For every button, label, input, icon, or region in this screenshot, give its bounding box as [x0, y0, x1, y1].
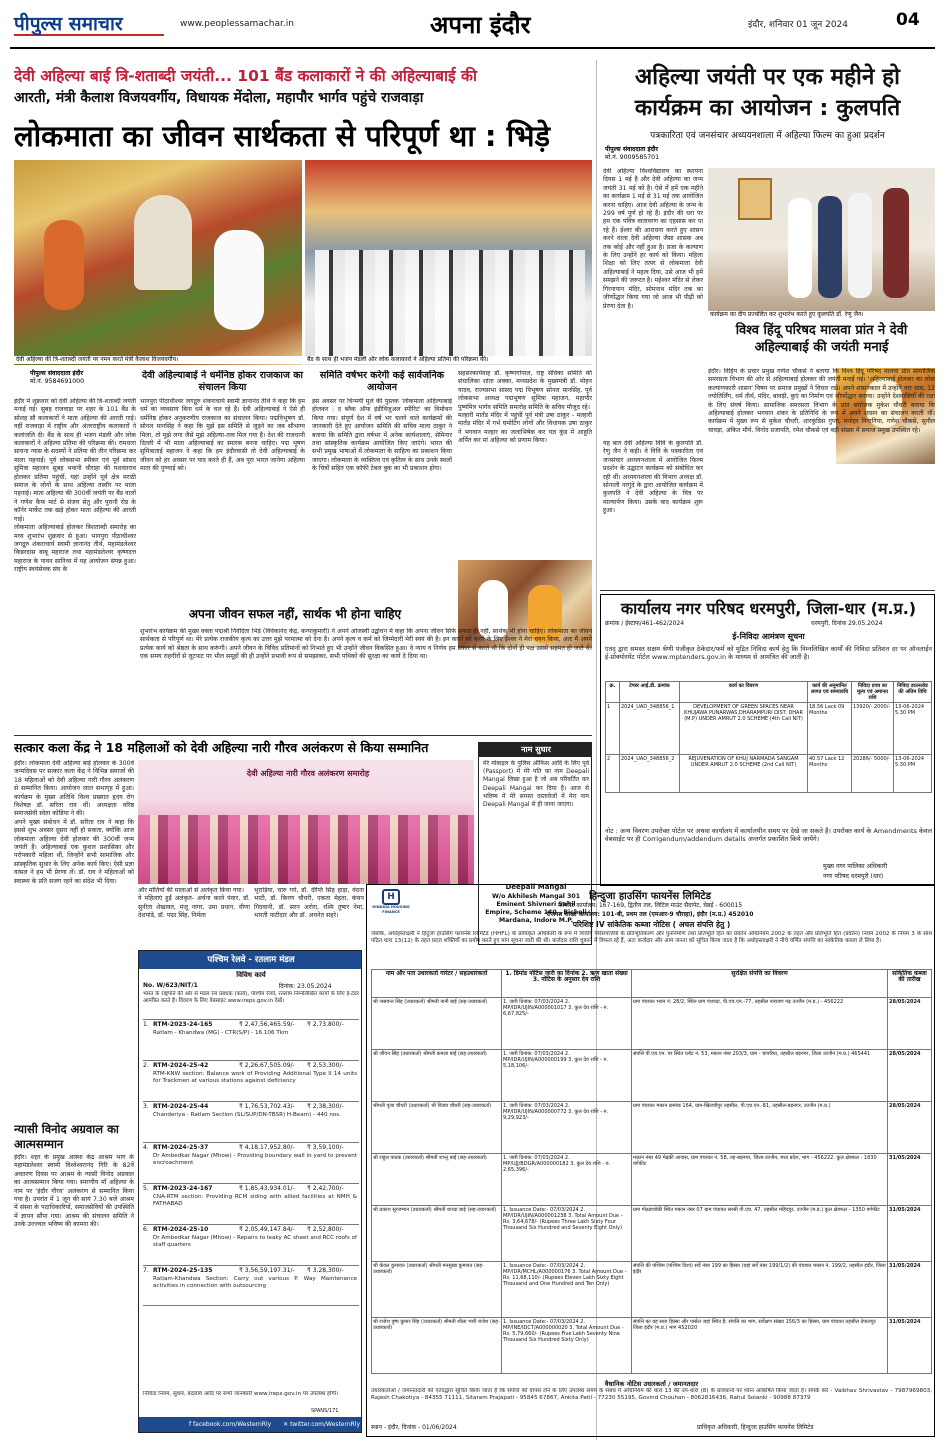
railway-desc: RTM-KNW section: Balance work of Providing Additional Type II 14 units for Trackmen at various stations against deficiency — [153, 1071, 357, 1084]
table-row: 5. RTM-2023-24-167 ₹ 1,85,43,934.01/- ₹ 2,42,700/- CNA-RTM section: Providing RCM siding with allied facilities at NMH & FATHABAD — [143, 1183, 359, 1224]
hinduja-brand: HINDUJA HOUSING FINANCE — [372, 905, 410, 914]
byline-mobile: मो.नं. 9584691000 — [30, 378, 85, 385]
tender-col-last: निविदा डाउनलोड की अंतिम तिथि — [894, 682, 932, 703]
tender-table — [605, 681, 932, 793]
hinduja-loan: 1. Issuance Date:- 07/03/2024 2. MP/IDR/UJIN/A000001238 3. Total Amount Due - Rs. 3,64,678/- (Rupees Three Lakh Sixty Four Thousand Six Hundred and Seventy Eight Only) — [502, 1206, 632, 1262]
tender-notice-title: ई-निविदा आमंत्रण सूचना — [732, 632, 805, 641]
hinduja-date: 31/05/2024 — [888, 1262, 932, 1318]
correction-address: W/o Akhilesh Mangal 301 Eminent Shivneri Sahil Empire, Scheme 140 , Bicholi Mardana, Indore M.P. — [485, 893, 587, 924]
tender-last: 13-06-2024 5.30 PM — [894, 703, 932, 755]
hinduja-logo-icon: H — [382, 889, 400, 905]
hinduja-notice-title: परिशिष्ट IV सांकेतिक कब्जा नोटिस ( अचल संपत्ति हेतु ) — [572, 920, 731, 929]
table-row: 3. RTM-2024-25-44 ₹ 1,76,53,702.43/- ₹ 2,38,300/- Chanderiya - Ratlam Section (SL/SUP/DN-TBSR) H-Beam) - 440 nos. — [143, 1101, 359, 1142]
table-row — [372, 1206, 932, 1262]
railway-ref: RTM-2024-25-44 — [153, 1103, 209, 1110]
hinduja-borrower: श्री प्रकाश सुरजभान (उधारकर्ता) श्रीमती शारदा बाई (सह-उधारकर्ता) — [372, 1206, 502, 1262]
right-rule — [600, 590, 935, 591]
right-photo-caption: कार्यक्रम का दीप प्रज्वलित कर शुभारंभ करते हुए कुलपति डॉ. रेणु जैन। — [708, 311, 935, 319]
hinduja-borrower: श्री राजेश पुष्प कुमार सिंह (उधारकर्ता) श्रीमती शीला भारी राजेश (सह-उधारकर्ता) — [372, 1318, 502, 1374]
railway-desc: CNA-RTM section: Providing RCM siding with allied facilities at NMH & FATHABAD — [153, 1194, 357, 1207]
hinduja-footer: उधारकर्ताओं / जमानतदारों को एतदद्वारा सूचित किया जाता है कि संपत्ति को वापस लेने के लिए उपलब्ध समय के संबंध में अधिनियम की धारा 13 की उप-धारा (8) के प्रावधानों पर ध्यान आकर्षित किया जाता है। संपर्क करें - Vaibhav Shrivastav - 7987969803, Rajesh Chakotiya - 84355 71111, Sitaram Prajapati - 95845 67867, Ankita Patil - 77230 55195, Govind Chouhan - 8062816436, Rahul Solanki - 90988 87379 — [371, 1388, 932, 1401]
tender-fee: 13920/- 2000/- — [852, 703, 894, 755]
tender-cost: 40.57 Lack 12 Months — [808, 755, 852, 793]
hinduja-borrower: श्री जसवन्त सिंह (उधारकर्ता) श्रीमती नानी बाई (सह-उधारकर्ता) — [372, 998, 502, 1050]
vinod-body: इंदौर। शहर के प्रमुख आस्था केंद्र आश्रम भाग के महामंडलेश्वर स्वामी विश्वेश्वरानंद गिरि के 82वें अवतरण दिवस पर आश्रम के न्यासी विनोद अग्रवाल का आत्मसम्मान किया गया। स्मरणीय माँ अहिल्या के नाम पर 'इंदौर गौरव' अलंकरण से सम्मानित किया गया है। उपरांत में 1 जून की सायं 7.30 बजे आश्रम में संस्था के पदाधिकारियों, समाजसेवियों की उपस्थिति में ज्ञापन सौंपा गया। आश्रम की संचालन समिति ने उनके उज्ज्वल भविष्य की कामना की। — [14, 1154, 134, 1229]
railway-desc: Ratlam-Khandwa Section: Carry out various P. Way Maintenance activities in connection with outsourcing — [153, 1276, 357, 1289]
hinduja-col-name: नाम और पता उधारकर्ता गारंटर / सहउधारकर्ता — [372, 970, 502, 998]
lead-photo-1-caption: देवी अहिल्या की त्रि-शताब्दी जयंती पर नमन करते मंत्री कैलाश विजयवर्गीय। — [14, 356, 302, 364]
tender-work: DEVELOPMENT OF GREEN SPACES NEAR KHUJAWA PUNARWAS,DHARAMPURI DIST: DHAR (M.P) UNDER AMRUT 2.0 SCHEME (4th Call NIT) — [680, 703, 808, 755]
hinduja-notice — [366, 884, 935, 1437]
table-row — [372, 1050, 932, 1102]
railway-ref: RTM-2024-25-10 — [153, 1226, 209, 1233]
hinduja-property: ग्राम पंचायत भवन नं. 28/2, स्थित ग्राम पंथपदा, पी.एच.एन.-77, तहसील नारायण गढ़ उज्जैन (म.प्र.) - 456222 — [632, 998, 888, 1050]
railway-emd: ₹ 2,38,300/- — [307, 1103, 344, 1110]
hinduja-table-header — [372, 970, 932, 998]
railway-emd: ₹ 2,42,700/- — [307, 1185, 344, 1192]
tender-col-no: क्र. — [606, 682, 620, 703]
lead-subhead-3: अपना जीवन सफल नहीं, सार्थक भी होना चाहिए — [188, 607, 402, 621]
byline-city: इंदौर — [647, 146, 658, 153]
byline-mobile: मो.नं. 9009585701 — [605, 154, 660, 161]
railway-facebook: facebook.com/WesternRly — [193, 1421, 272, 1428]
lead-photo-1 — [14, 160, 302, 365]
hinduja-date: 28/05/2024 — [888, 998, 932, 1050]
table-row — [372, 1318, 932, 1374]
vhp-body: इंदौर। विहिप के प्रचार प्रमुख गणेश चौकसे ने बताया कि विश्व हिंदू परिषद मालवा प्रांत सामाजिक समरसता विभाग की ओर से अहिल्याबाई होलकर की जयंती मनाई गई। 'अहिल्याबाई होलकर का लोक कल्याणकारी शासन' विषय पर समाज प्रमुखों ने विचार रखे। अपने शासनकाल में उन्होंने चार धाम, 12 ज्योतिर्लिंग, धर्म तीर्थ, मंदिर, बावड़ी, कुएं का निर्माण एवं जीर्णोद्धार कराया। उन्होंने देशवासियों की रक्षा के लिए संघर्ष किया। सामाजिक समरसता विभाग के प्रांत संयोजक मुकेश चौधरी बताया कि अहिल्याबाई होलकर भगवान शंकर के प्रतिनिधि के रूप में अपने शासन का संचालन करती थीं। कार्यक्रम में मुख्य रूप से मुकेश चौधरी, शारकुंडिस गुप्ता, मनोहर निनानिया, गणेश चौकसे, सुनील चावड़ा, अंकित मौर्य, विनोद प्रजापति, रमेश चौकसे एवं बड़ी संख्या में समाज प्रमुख उपस्थित रहे। — [708, 368, 935, 434]
table-row: 1 2024_UAD_348856_1 DEVELOPMENT OF GREEN SPACES NEAR KHUJAWA PUNARWAS,DHARAMPURI DIST: DHAR (M.P) UNDER AMRUT 2.0 SCHEME (4th Call NIT) 18.56 Lack 09 Months 13920/- 2000/- 13-06-2024 5.30 PM — [606, 703, 932, 755]
right-photo — [708, 168, 935, 311]
table-row — [372, 1102, 932, 1154]
hinduja-col-date: सांकेतिक कब्जा की तारीख — [888, 970, 932, 998]
right-deck: पत्रकारिता एवं जनसंचार अध्ययनशाला में अहिल्या फिल्म का हुआ प्रदर्शन — [650, 131, 885, 141]
tender-fee: 20286/- 5000/- — [852, 755, 894, 793]
railway-tender-no: No. W/623/NIT/1 — [143, 982, 198, 989]
hinduja-borrower: श्रीमती पूजा चौधरी (उधारकर्ता) श्री विजय चौधरी (सह-उधारकर्ता) — [372, 1102, 502, 1154]
satkar-photo — [138, 760, 474, 884]
tender-title: कार्यालय नगर परिषद धरमपुरी, जिला-धार (म.प्र.) — [620, 599, 917, 618]
hinduja-property: संपत्ति का यह सारा हिस्सा और पार्सल जहां स्थित है: संपत्ति का भाग, सर्वेक्षण संख्या 156/3 का हिस्सा, ग्राम पंचायत तहसील देपालपुर जिला इंदौर (म.प्र.) भाग 452020 — [632, 1318, 888, 1374]
railway-title: पश्चिम रेलवे - रतलाम मंडल — [139, 951, 362, 969]
byline-city: इंदौर — [72, 370, 83, 377]
tender-col-id: टेण्डर आई.डी. क्रमांक — [620, 682, 680, 703]
railway-cost: ₹ 4,18,17,952.80/- — [239, 1144, 295, 1151]
hinduja-address-2: रीजनल शाखा कार्यालय: 101-बी, प्रथम तल (एमआर-9 चौराहा), इंदौर (म.प्र.) 452010 — [546, 911, 754, 918]
railway-twitter: twitter.com/WesternRly — [290, 1421, 361, 1428]
hinduja-signer: प्राधिकृत अधिकारी, हिन्दुजा हाउसिंग फायनेंस लिमिटेड — [697, 1424, 814, 1431]
masthead — [0, 0, 945, 50]
hinduja-borrower: श्री केवल कुमावत (उधारकर्ता) श्रीमती मनसुखा कुमावत (सह-उधारकर्ता) — [372, 1262, 502, 1318]
hinduja-address-1: कॉर्पोरेट कार्यालय: 167-169, द्वितीय तल, लिटिल माउंट सैदापेट, चेन्नई - 600015 — [557, 902, 743, 909]
correction-title: नाम सुधार — [479, 743, 592, 757]
hinduja-loan: 1. Issuance Date:- 07/03/2024 2. MP/IDR/MCHL/A000000176 3. Total Amount Due - Rs. 11,68,110/- (Rupees Eleven Lakh Sixty Eight Thousand and One Hundred and Ten Only) — [502, 1262, 632, 1318]
byline-name: पीपुल्स संवाददाता — [30, 370, 71, 377]
lead-column-5: शुभारंभ कार्यक्रम की मुख्य वक्ता पद्मश्री निवेदिता भिड़े (विवेकानंद केंद्र, कन्याकुमारी) ने अपने ओजस्वी उद्बोधन में कहा कि अपना जीवन सिर्फ सफल ही नहीं, सार्थक भी होना चाहिए। लोकमाता का जीवन सार्थकता से परिपूर्ण था। मेरे प्रत्येक राजकीय कृत्य का उत्तर मुझे परमात्मा को देना है। अपने कृत्य व कर्म को जिम्मेदारी मेरी स्वयं की है। इन कार्यों को करने के लिए ईश्वर ने मेरा चयन किया, अतः मैं अपने प्रत्येक कार्य को श्रेष्ठता के साथ करूंगी। अपने जीवन के विविध प्रतिमानों को निभाते हुए भी उन्होंने जीवन विकसित हुआ। वे न्याय व निर्णय हम प्रकार से करते थी कि दोनों ही पक्ष उससे सहमत हो जाते थे। एक समय राहगीरों से लूटपाट पर भील समूहों की ही उन्होंने प्रभावी रूप से समझाकर, सभी पथिकों की सुरक्षा का कार्य दे दिया था। — [140, 628, 592, 661]
newspaper-logo — [14, 10, 164, 36]
table-row: 1. RTM-2023-24-165 ₹ 2,47,56,465.59/- ₹ 2,73,800/- Ratlam - Khandwa (MG) - CTR(S/P) - 16.106 Tkm — [143, 1019, 359, 1060]
satkar-headline: सत्कार कला केंद्र ने 18 महिलाओं को देवी अहिल्या नारी गौरव अलंकरण से किया सम्मानित — [14, 740, 429, 755]
railway-cost: ₹ 3,56,59,197.31/- — [239, 1267, 295, 1274]
correction-name: Deepali Mangal — [505, 883, 567, 891]
railway-ref: RTM-2024-25-37 — [153, 1144, 209, 1151]
hinduja-property: ग्राम गोठडाचोकी स्थित मकान नंबर 07 ग्राम पंचायत सरसी पी.एच. 47, तहसील महिदपुर, उज्जैन (म.प्र.) कुल क्षेत्रफल - 1350 वर्गफीट — [632, 1206, 888, 1262]
railway-tender-date: दिनांक: 23.05.2024 — [279, 983, 332, 990]
tender-id: 2024_UAD_348856_1 — [620, 703, 680, 755]
vinod-headline: न्यासी विनोद अग्रवाल का आत्मसम्मान — [14, 1122, 119, 1151]
lead-column-1: इंदौर में शुक्रवार को देवी अहिल्या की त्रि-शताब्दी जयंती मनाई गई। सुबह राजवाड़ा पर शहर के 101 बैंड के सोलह सौ कलाकारों ने माता अहिल्या की आरती गाई। वहीं राजवाड़ा में राष्ट्रीय और अंतरराष्ट्रीय कलाकारों ने कलांजलि दी। बैंड के साथ ही भजन मंडली और लोक कलाकारों ने अहिल्या प्रतिमा की परिक्रमा की। रामधारा साधना न्यास के सदस्यों ने प्रतिमा की तीन परिक्रमा कर माला पहनाई। पूर्व लोकसभा स्पीकर एवं पूर्व सांसद सुमित्रा महाजन सुबह भवानी चौराहा की यशवंतराव होलकर प्रतिमा पहुंचीं, यहां उन्होंने पूर्व क्षेत्र मराठी समाज के लोगों के साथ अहिल्या तस्वीर पर माला पहनाई। माता अहिल्या की 300वीं जयंती पर बैंड वालों ने गणेश कैफ मार्ट से संजय सेतु और पुरानी रोड के कॉर्नर मार्केट तक खड़े होकर माता अहिल्या की आरती गाई। लोकमाता अहिल्याबाई होलकर त्रिशताब्दी समारोह का मध्य शुभारंभ शुक्रवार से हुआ। भानपुरा पीठाधीश्वर जगद्गुरु शंकराचार्य स्वामी ज्ञानानंद तीर्थ, महामंडलेश्वर किन्नरदास बाबू महाराज तथा महामंडलेश्वर कृष्णदत्त महाराज के पावन सानिध्य में यह आयोजन संपन्न हुआ। राष्ट्रीय स्वयंसेवक संघ के — [14, 398, 136, 574]
right-column-2: यह बात देवी अहिल्या विवि के कुलपति डॉ. रेणु जैन ने कही। वे विवि के पत्रकारिता एवं जनसंचार अध्ययनशाला में आयोजित फिल्म प्रदर्शन के उद्घाटन कार्यक्रम को संबोधित कर रही थीं। अध्ययनशाला की विभाग अध्यक्ष डॉ. सोनाली नरगुंदे के द्वारा आयोजित कार्यक्रम में कुलपति ने देवी अहिल्या के चित्र पर माल्यार्पण किया। उसके बाद कार्यक्रम शुरू हुआ। — [603, 440, 703, 588]
railway-desc: Dr Ambedkar Nagar (Mhow) - Repairs to leaky AC sheet and RCC roofs of staff quarters — [153, 1235, 357, 1248]
railway-code: SPANS/171 — [311, 1408, 339, 1414]
table-row — [372, 1262, 932, 1318]
hinduja-date: 31/05/2024 — [888, 1206, 932, 1262]
page-number: 04 — [896, 10, 920, 30]
railway-intro: भारत के राष्ट्रपति की ओर से मंडल रेल प्रबंधक (कार्य), पश्चिम रेलवे, रतलाम निम्नलिखित कार्यों के लिए ई-टेंडर आमंत्रित करते हैं। विवरण के लिए वेबसाइट www.ireps.gov.in देखें। — [143, 991, 359, 1004]
hinduja-date: 31/05/2024 — [888, 1318, 932, 1374]
railway-ref: RTM-2023-24-165 — [153, 1021, 213, 1028]
railway-ref: RTM-2023-24-167 — [153, 1185, 213, 1192]
hinduja-date: 28/05/2024 — [888, 1102, 932, 1154]
railway-cost: ₹ 1,76,53,702.43/- — [239, 1103, 295, 1110]
correction-body: मेरे मोबाइल के पुलिस ऑफिस आदि के लिए पूर्व (Passport) में मेरे पति का नाम Deepali Mangal लिखा हुआ है जो अब परिवर्तित कर Deepali Mangal कर दिया है। आज से भविष्य में मेरे समस्त दस्तावेजों में मेरा नाम Deepali Mangal से ही जाना जाएगा। — [483, 760, 589, 809]
table-row: 2 2024_UAD_348856_2 REJUVENATION OF KHUJ NARMADA SANGAM UNDER AMRUT 2.0 SCHEME (2nd Call NIT) 40.57 Lack 12 Months 20286/- 5000/- 13-06-2024 5.30 PM — [606, 755, 932, 793]
hinduja-loan: 1. Issuance Date:- 07/03/2024 2. MP/INE/IDCT/A000000020 3. Total Amount Due - Rs. 5,79,660/- (Rupees Five Lakh Seventy Nine Thousand Six Hundred Sixty Only) — [502, 1318, 632, 1374]
satkar-banner: देवी अहिल्या नारी गौरव अलंकरण समारोह — [246, 769, 370, 778]
lead-subhead-2: समिति वर्षभर करेगी कई सार्वजनिक आयोजन — [319, 370, 445, 393]
lead-subhead-1: देवी अहिल्याबाई ने धर्मनिष्ठ होकर राजकाज का संचालन किया — [141, 370, 304, 393]
hinduja-footer-title: वैधानिक नोटिस उधारकर्ता / जमानतदार — [604, 1380, 699, 1388]
lead-column-3: इस अवसर पर चिन्मयी मुले की पुस्तक 'लोकमाता अहिल्याबाई होलकर : द ब्लैक ऑफ इंडीविजुअल स्पीरिट' का विमोचन किया गया। संपूर्ण देश में वर्ष भर चलने वाले कार्यक्रमों की जानकारी देते हुए आयोजन समिति की सचिव माला ठाकुर ने बताया कि समिति द्वारा वर्षभर में अनेक कार्यशालाएं, सेमिनार तथा सांस्कृतिक कार्यक्रम आयोजित किए जाएंगे। भारत की सभी प्रमुख भाषाओं में लोकमाता के साहित्य का प्रकाशन किया जाएगा। लोकमाता के व्यक्तित्व एवं कृतित्व के साथ उनके स्थलों के चित्रों सहित एक कॉफी टेबल बुक का भी प्रकाशन होगा। — [312, 398, 452, 473]
lead-kicker-1: देवी अहिल्या बाई त्रि-शताब्दी जयंती... 101 बैंड कलाकारों ने की अहिल्याबाई की — [14, 67, 477, 85]
tender-work: REJUVENATION OF KHUJ NARMADA SANGAM UNDER AMRUT 2.0 SCHEME (2nd Call NIT) — [680, 755, 808, 793]
hinduja-title: हिन्दुजा हाउसिंग फायनेंस लिमिटेड — [589, 891, 711, 902]
satkar-column-2: और मोतियों की मालाओं से अलंकृत किया गया। ये महिलाएं हुईं अलंकृत- अर्चना काले पंवार, डॉ. सुनीता शेखावत, मंजू नागर, उमा प्रधान, वीणा देशपांडे, डॉ. पद्मा सिंह, निर्मला — [138, 887, 250, 920]
lead-kicker-2: आरती, मंत्री कैलाश विजयवर्गीय, विधायक मेंदोला, महापौर भार्गव पहुंचे राजवाड़ा — [14, 90, 424, 106]
hinduja-date: 28/05/2024 — [888, 1050, 932, 1102]
vhp-headline: विश्व हिंदू परिषद मालवा प्रांत ने देवी अहिल्याबाई की जयंती मनाई — [735, 323, 908, 355]
railway-desc: Dr Ambedkar Nagar (Mhow) - Providing boundary wall in yard to prevent encroachment — [153, 1153, 357, 1166]
tender-col-cost: कार्य की अनुमानित लागत एवं समयावधि — [808, 682, 852, 703]
lead-column-4: सहसरकार्यवाह डॉ. कृष्णगोपाल, राष्ट्र सेविका समिति की संचालिका शांता अक्का, मध्यप्रदेश के मुख्यमंत्री डॉ. मोहन यादव, राज्यसभा सांसद पद्म विभूषण सोनल मानसिंह, पूर्व लोकसभा अध्यक्ष पद्मभूषण सुमित्रा महाजन, महापौर पुष्यमित्र भार्गव समिति समारोह समिति के सचिव मौजूद रहे। मल्हारी मार्तंड मंदिर में पहुंचीं पूर्व मंत्री उषा ठाकुर - मल्हारी मार्तंड मंदिर में गर्भ घमोटिंग लोगों और विधायक उषा ठाकुर ने भगवान मल्हार का जलाभिषेक कर यज्ञ कुंड में आहुति अर्पित कर मां अहिल्या को प्रणाम किया। — [458, 370, 592, 445]
dateline: इंदौर, शनिवार 01 जून 2024 — [748, 20, 849, 30]
lead-headline: लोकमाता का जीवन सार्थकता से परिपूर्ण था : भिड़े — [14, 119, 551, 153]
hinduja-logo — [371, 889, 411, 919]
tender-cost: 18.56 Lack 09 Months — [808, 703, 852, 755]
table-row: 2. RTM-2024-25-42 ₹ 2,26,67,505.09/- ₹ 2,53,300/- RTM-KNW section: Balance work of Providing Additional Type II 14 units for Trackmen at various stations against deficiency — [143, 1060, 359, 1101]
tender-id: 2024_UAD_348856_2 — [620, 755, 680, 793]
railway-desc: Ratlam - Khandwa (MG) - CTR(S/P) - 16.106 Tkm — [153, 1030, 289, 1036]
tender-col-fee: निविदा प्रपत्र का मूल्य एवं अमानत राशि — [852, 682, 894, 703]
lead-byline — [30, 370, 84, 386]
hinduja-property: संपत्ति की पश्चिम (पश्चिम दिशा) सर्वे नंबर 199 का हिस्सा (यहां सर्वे नंबर 199/1/2) की पंचायत मकान नं. 199/2, तहसील इंदौर, जिला इंदौर — [632, 1262, 888, 1318]
hinduja-table — [371, 969, 932, 1374]
railway-rows — [143, 1019, 359, 1306]
section-title: अपना इंदौर — [430, 11, 531, 39]
facebook-icon: f — [189, 1421, 192, 1428]
railway-footer: निविदा नियम, सुधार, बदलाव आदि पर सभी जानकारी www.ireps.gov.in पर उपलब्ध होगी। — [143, 1391, 339, 1397]
hinduja-loan: 1. जारी दिनांक: 07/03/2024 2. MP/IDR/UJIN/A000001017 3. कुल देय राशि - रु. 6,67,825/- — [502, 998, 632, 1050]
hinduja-loan: 1. जारी दिनांक: 07/03/2024 2. MP/IDR/UJIN/A000000199 3. कुल देय राशि - रु. 5,18,106/- — [502, 1050, 632, 1102]
hinduja-col-loan: 1. डिमांड नोटिस जारी का दिनांक 2. ऋण खाता संख्या 3. नोटिस के अनुसार देय राशि — [502, 970, 632, 998]
satkar-column-1: इंदौर। लोकमाता देवी अहिल्या बाई होलकर के 300वें जन्मदिवस पर सत्कार कला केंद्र ने विभिन्न समाजों की 18 महिलाओं को देवी अहिल्या नारी गौरव अलंकरण से सम्मानित किया। आयोजन जाल सभागृह में हुआ। कार्यक्रम के मुख्य अतिथि विश्व प्रख्यात हृदय रोग विशेषज्ञ डॉ. सरिता राव थीं। अध्यक्षता वरिष्ठ समाजसेवी स्वेता कोडिया ने की। अपने मुख्य संबोधन में डॉ. सरिता राव ने कहा कि इससे शुभ अवसर दूसरा नहीं हो सकता, क्योंकि आज लोकमाता अहिल्या देवी होलकर की 300वीं जन्म जयंती है। अहिल्याबाई एक कुशल प्रशासिका और परोपकारी महिला थीं, जिन्होंने सभी सामाजिक और सांस्कृतिक सुधार के लिए अनेक कार्य किए। ऐसी प्रज्ञा वत्सल ने हम भी प्रेरणा लें। डॉ. राव ने महिलाओं को स्वास्थ्य के प्रति सजग रहने का संदेश भी दिया। — [14, 760, 134, 885]
hinduja-property: ग्राम पंचायत मकान क्रमांक 164, ग्राम-खिलचीपुर तहसील, पी.एच.एन.-81, तहसील-बड़नगर, उज्जैन (म.प्र.) — [632, 1102, 888, 1154]
table-row: 4. RTM-2024-25-37 ₹ 4,18,17,952.80/- ₹ 3,59,100/- Dr Ambedkar Nagar (Mhow) - Providing boundary wall in yard to prevent encroachment — [143, 1142, 359, 1183]
railway-emd: ₹ 2,53,300/- — [307, 1062, 344, 1069]
railway-cost: ₹ 2,05,49,147.84/- — [239, 1226, 295, 1233]
tender-last: 13-06-2024 5.30 PM — [894, 755, 932, 793]
tender-note: नोट : अन्य विवरण उपरोक्त पोर्टल पर अथवा कार्यालय में कार्यालयीन समय पर देखे जा सकते है। उपरोक्त कार्य के Amendments केवल वेबसाईट पर ही Corrigendum/addendum details अन्तर्गत प्रकाशित किये जायेंगे। — [605, 827, 932, 844]
table-row: 7. RTM-2024-25-135 ₹ 3,56,59,197.31/- ₹ 3,28,300/- Ratlam-Khandwa Section: Carry out various P. Way Maintenance activities in connection with outsourcing — [143, 1265, 359, 1306]
lead-photo-2-caption: बैंड के साथ ही भजन मंडली और लोक कलाकारों ने अहिल्या प्रतिमा की परिक्रमा की। — [305, 356, 592, 364]
railway-cost: ₹ 2,47,56,465.59/- — [239, 1021, 295, 1028]
masthead-rule — [10, 47, 935, 49]
lead-bottom-rule — [14, 735, 592, 736]
tender-col-work: कार्य का विवरण — [680, 682, 808, 703]
railway-emd: ₹ 2,52,800/- — [307, 1226, 344, 1233]
hinduja-property: संपत्ति पी.एच.एन. पर स्थित प्लॉट नं. 53, मकान नंबर 203/3, ग्राम - चापरिया, तहसील बड़नगर, जिला उज्जैन (म.प्र.) 465441 — [632, 1050, 888, 1102]
tender-signature-1: मुख्य नगर पालिका अधिकारी — [823, 863, 888, 870]
railway-social-bar — [139, 1417, 362, 1432]
right-column-1: देवी अहिल्या विश्वविद्यालय का स्थापना दिवस 1 मई है और देवी अहिल्या का जन्म जयंती 31 मई को है। ऐसे में हमें एक महीने का कार्यक्रम 1 मई से 31 मई तक आयोजित करना चाहिए। आज देवी अहिल्या के जन्म के 299 वर्ष पूर्ण हो रहे हैं। इंदौर की धरा पर हम एक पवित्र वातावरण का एहसास कर पा रहे हैं। ईश्वर की आराधना करते हुए शासन करने वाला देवी अहिल्या जैसा शासक अब तक कोई और नहीं हुआ है। प्रजा के कल्याण के लिए उन्होंने हर कार्य को किया। महिला शिक्षा को लिए तत्पर से लोकमाता देवी अहिल्याबाई ने महत्व दिया, उसे आज भी हमें समझने की जरूरत है। महेश्वर मंदिर से लेकर गिरनापान मंदिर, सोमनाथ मंदिर तक का जीर्णोद्धार किया गया जो आज भी पीढ़ी को प्रेरणा देता है। — [603, 168, 703, 310]
lead-photo-2 — [305, 160, 592, 365]
railway-emd: ₹ 3,28,300/- — [307, 1267, 344, 1274]
tender-notice — [600, 594, 935, 886]
tender-table-header — [606, 682, 932, 703]
railway-tender — [138, 950, 362, 1433]
satkar-column-3: भुराड़िया, चारु गर्ग, डॉ. दीप्ति सिंह हाड़ा, वंदना भाटी, डॉ. किरण चौधरी, एकता मेहता, कंचन गिदवानी, डॉ. सरन अरोरा, रश्मि तुषार नेमा, भारती पाटीदार और डॉ. अचनेत सहरे। — [254, 887, 364, 920]
hinduja-intro: जबकि, अधोहस्ताक्षरी ने हिंदुजा हाउसिंग फायनेंस लिमिटेड (HHFL) के प्राधिकृत अधिकारी के रूप में वित्तीय परिसंपत्तियों के प्रतिभूतिकरण और पुनर्निर्माण तथा प्रतिभूति हित का प्रवर्तन अधिनियम 2002 के तहत और प्रतिभूति हित (प्रवर्तन) नियम 2002 के नियम 3 के साथ पठित धारा 13(12) के तहत प्रदत्त शक्तियों का प्रयोग करते हुए मांग सूचना जारी की थी। कर्जदार राशि चुकाने में विफल रहे हैं, अतः कर्जदार और आम जनता को सूचित किया जाता है कि अधोहस्ताक्षरी ने नीचे वर्णित संपत्ति का सांकेतिक कब्जा ले लिया है। — [371, 931, 932, 944]
right-byline — [605, 146, 659, 162]
twitter-icon: ✕ — [283, 1421, 289, 1428]
hinduja-date: 31/05/2024 — [888, 1154, 932, 1206]
hinduja-borrower: श्री राहुल पाठक (उधारकर्ता) श्रीमती शान्तू बाई (सह-उधारकर्ता) — [372, 1154, 502, 1206]
website-url: www.peoplessamachar.in — [180, 19, 294, 29]
railway-emd: ₹ 3,59,100/- — [307, 1144, 344, 1151]
hinduja-property: मकान नंबर 49 मेढ़की आवास, ग्राम पंचायत नं. 58, तह-बड़नगर, जिला-उज्जैन, मध्य प्रदेश, भाग - 456222. कुल क्षेत्रफल - 1830 वर्गफीट — [632, 1154, 888, 1206]
hinduja-loan: 1. जारी दिनांक: 07/03/2024 2. MP/UJJ/BDGR/A000000182 3. कुल देय राशि - रु. 2,65,396/- — [502, 1154, 632, 1206]
tender-intro: एतद् द्वारा समस्त सक्षम श्रेणी पंजीकृत ठेकेदार/फर्म को मुद्रित निविदा कार्य हेतु कि निम्नलिखित कार्यों की निविदा प्रतिशत दर पर ऑनलाईन ई-प्रोक्योरमेंट पोर्टल www.mptenders.gov.in के माध्यम से आमंत्रित की जाती है। — [605, 645, 932, 662]
hinduja-borrower: श्री जीवन सिंह (उधारकर्ता) श्रीमती कमला बाई (सह-उधारकर्ता) — [372, 1050, 502, 1102]
railway-desc: Chanderiya - Ratlam Section (SL/SUP/DN-TBSR) H-Beam) - 440 nos. — [153, 1112, 341, 1118]
right-headline: अहिल्या जयंती पर एक महीने हो कार्यक्रम का आयोजन : कुलपति — [634, 64, 901, 121]
hinduja-col-prop: सुरक्षित संपत्ति का विवरण — [632, 970, 888, 998]
railway-cost: ₹ 2,26,67,505.09/- — [239, 1062, 295, 1069]
railway-cost: ₹ 1,85,43,934.01/- — [239, 1185, 295, 1192]
tender-date: धरमपुरी, दिनांक 29.05.2024 — [811, 620, 883, 627]
railway-ref: RTM-2024-25-135 — [153, 1267, 213, 1274]
table-row — [372, 1154, 932, 1206]
railway-ref: RTM-2024-25-42 — [153, 1062, 209, 1069]
railway-emd: ₹ 2,73,800/- — [307, 1021, 344, 1028]
table-row — [372, 998, 932, 1050]
hinduja-place-date: स्थान - इंदौर, दिनांक - 01/06/2024 — [371, 1424, 457, 1431]
railway-subtitle: विविध कार्य — [236, 971, 266, 979]
tender-signature-2: नगर परिषद धरमपुरी (धार) — [823, 873, 884, 880]
byline-name: पीपुल्स संवाददाता — [605, 146, 646, 153]
hinduja-loan: 1. जारी दिनांक: 07/03/2024 2. MP/IDR/UJIN/A000000772 3. कुल देय राशि - रु. 9,29,923/- — [502, 1102, 632, 1154]
lead-column-2: भानपुरा पीठाधीश्वर जगद्गुरु शंकराचार्य स्वामी ज्ञानानंद तीर्थ ने कहा कि हम धर्म का व्यवसाय बिना धर्म के चल रहे हैं। देवी अहिल्याबाई ने ऐसे ही धर्मनिष्ठ होकर अनुकरणीय राजकाज का संचालन किया। पद्मविभूषण डॉ. सोनल मानसिंह ने कहा कि मुझे इस समिति से जुड़ने का जब सौभाग्य मिला, तो मुझे लगा जैसे मुझे अहिल्या-तत्व मिल गया है। देश की राजधानी दिल्ली में भी माता अहिल्याबाई का स्मारक बनना चाहिए। पद्म भूषण सुमित्राताई महाजन ने कहा कि हम इंदौरवासी तो देवी अहिल्याबाई के जीवन को हर अवसर पर याद करते ही हैं, अब पूरा भारत जानेगा अहिल्या माता की पुण्याई को। — [140, 398, 305, 473]
logo-text: पीपुल्स समाचार — [14, 13, 123, 35]
table-row: 6. RTM-2024-25-10 ₹ 2,05,49,147.84/- ₹ 2,52,800/- Dr Ambedkar Nagar (Mhow) - Repairs to leaky AC sheet and RCC roofs of staff quarters — [143, 1224, 359, 1265]
tender-ref: क्रमांक / ईस्टाफ/461-462/2024 — [605, 620, 685, 627]
